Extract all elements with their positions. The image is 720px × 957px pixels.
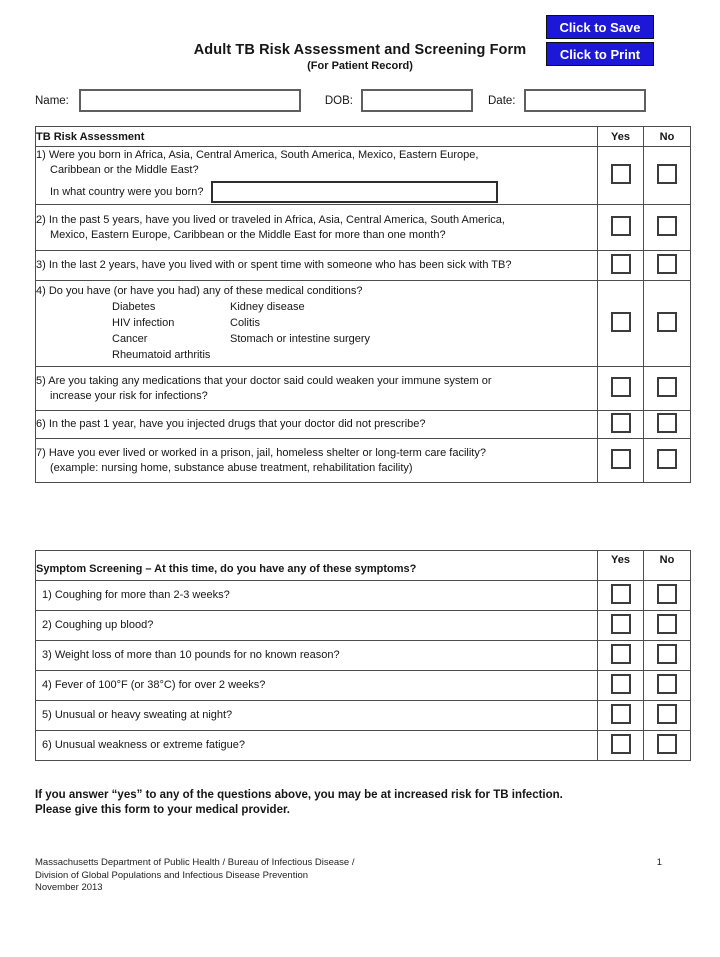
condition-item bbox=[230, 347, 597, 363]
country-prompt: In what country were you born? bbox=[50, 185, 204, 198]
question-line: 5) Are you taking any medications that your doctor said could weaken your immune system or bbox=[36, 374, 492, 387]
print-button[interactable]: Click to Print bbox=[546, 42, 654, 66]
risk-table bbox=[35, 126, 691, 483]
risk-q2-yes-checkbox[interactable] bbox=[611, 216, 631, 236]
country-question-line bbox=[36, 181, 597, 203]
risk-question-3-row bbox=[36, 251, 691, 281]
risk-question-5-row bbox=[36, 367, 691, 411]
risk-question-3-text bbox=[36, 251, 598, 281]
save-button[interactable]: Click to Save bbox=[546, 15, 654, 39]
risk-question-2-row bbox=[36, 205, 691, 251]
question-line: 3) In the last 2 years, have you lived with or spent time with someone who has been sick with TB? bbox=[36, 259, 512, 271]
symptom-q6-no-checkbox[interactable] bbox=[657, 734, 677, 754]
symptom-q2-yes-checkbox[interactable] bbox=[611, 614, 631, 634]
symptom-question-5-row bbox=[36, 701, 691, 731]
risk-question-5-text bbox=[36, 367, 598, 411]
question-line: 4) Do you have (or have you had) any of these medical conditions? bbox=[36, 285, 363, 297]
patient-info-row bbox=[35, 89, 690, 112]
symptom-question-6-text: 6) Unusual weakness or extreme fatigue? bbox=[36, 731, 598, 761]
question-line: Caribbean or the Middle East? bbox=[50, 164, 199, 176]
risk-question-1-text bbox=[36, 147, 598, 205]
medical-conditions-list bbox=[112, 299, 597, 363]
condition-item: Stomach or intestine surgery bbox=[230, 333, 371, 345]
footer bbox=[35, 857, 690, 895]
footer-org-block bbox=[35, 857, 354, 895]
name-label: Name: bbox=[35, 94, 69, 107]
condition-item: Rheumatoid arthritis bbox=[112, 349, 211, 361]
question-line: 1) Were you born in Africa, Asia, Central America, South America, Mexico, Eastern Europe, bbox=[36, 149, 479, 161]
risk-table-header-row bbox=[36, 127, 691, 147]
name-input[interactable] bbox=[79, 89, 301, 112]
date-input[interactable] bbox=[524, 89, 646, 112]
condition-item: Diabetes bbox=[112, 301, 156, 313]
risk-q7-yes-checkbox[interactable] bbox=[611, 449, 631, 469]
risk-no-column-header: No bbox=[644, 127, 691, 147]
closing-note bbox=[35, 788, 685, 818]
symptom-yes-column-header: Yes bbox=[598, 551, 644, 581]
risk-q5-no-checkbox[interactable] bbox=[657, 377, 677, 397]
action-buttons bbox=[546, 15, 654, 66]
question-line: 7) Have you ever lived or worked in a prison, jail, homeless shelter or long-term care facility? bbox=[36, 446, 486, 459]
symptom-table bbox=[35, 550, 691, 761]
symptom-table-title: Symptom Screening – At this time, do you have any of these symptoms? bbox=[36, 551, 598, 581]
risk-question-7-row bbox=[36, 439, 691, 483]
symptom-q4-yes-checkbox[interactable] bbox=[611, 674, 631, 694]
condition-item: HIV infection bbox=[112, 317, 175, 329]
date-label: Date: bbox=[488, 94, 516, 107]
symptom-question-1-row bbox=[36, 581, 691, 611]
symptom-question-5-text: 5) Unusual or heavy sweating at night? bbox=[36, 701, 598, 731]
question-line: increase your risk for infections? bbox=[50, 389, 208, 402]
risk-yes-column-header: Yes bbox=[598, 127, 644, 147]
symptom-q1-no-checkbox[interactable] bbox=[657, 584, 677, 604]
risk-question-7-text bbox=[36, 439, 598, 483]
risk-q7-no-checkbox[interactable] bbox=[657, 449, 677, 469]
risk-q6-no-checkbox[interactable] bbox=[657, 413, 677, 433]
symptom-table-header-row bbox=[36, 551, 691, 581]
symptom-question-2-text: 2) Coughing up blood? bbox=[36, 611, 598, 641]
risk-question-4-text bbox=[36, 281, 598, 367]
risk-q4-no-checkbox[interactable] bbox=[657, 312, 677, 332]
risk-q3-no-checkbox[interactable] bbox=[657, 254, 677, 274]
symptom-q4-no-checkbox[interactable] bbox=[657, 674, 677, 694]
risk-q4-yes-checkbox[interactable] bbox=[611, 312, 631, 332]
risk-q1-yes-checkbox[interactable] bbox=[611, 164, 631, 184]
symptom-question-2-row bbox=[36, 611, 691, 641]
symptom-question-4-text: 4) Fever of 100°F (or 38°C) for over 2 weeks? bbox=[36, 671, 598, 701]
closing-line: If you answer “yes” to any of the questions above, you may be at increased risk for TB infection. bbox=[35, 789, 563, 801]
symptom-question-4-row bbox=[36, 671, 691, 701]
risk-q3-yes-checkbox[interactable] bbox=[611, 254, 631, 274]
symptom-q2-no-checkbox[interactable] bbox=[657, 614, 677, 634]
symptom-question-3-text: 3) Weight loss of more than 10 pounds for no known reason? bbox=[36, 641, 598, 671]
closing-line: Please give this form to your medical provider. bbox=[35, 804, 290, 816]
risk-question-2-text bbox=[36, 205, 598, 251]
dob-input[interactable] bbox=[361, 89, 473, 112]
condition-item: Kidney disease bbox=[230, 301, 305, 313]
footer-org-line2: Division of Global Populations and Infectious Disease Prevention bbox=[35, 869, 309, 881]
footer-date-line: November 2013 bbox=[35, 882, 103, 893]
risk-q1-no-checkbox[interactable] bbox=[657, 164, 677, 184]
symptom-q5-yes-checkbox[interactable] bbox=[611, 704, 631, 724]
risk-question-6-text bbox=[36, 411, 598, 439]
country-input[interactable] bbox=[211, 181, 498, 203]
risk-q2-no-checkbox[interactable] bbox=[657, 216, 677, 236]
symptom-q1-yes-checkbox[interactable] bbox=[611, 584, 631, 604]
symptom-question-1-text: 1) Coughing for more than 2-3 weeks? bbox=[36, 581, 598, 611]
symptom-q6-yes-checkbox[interactable] bbox=[611, 734, 631, 754]
question-line: 2) In the past 5 years, have you lived or traveled in Africa, Asia, Central America, South America, bbox=[36, 213, 505, 226]
condition-item: Cancer bbox=[112, 333, 148, 345]
symptom-question-3-row bbox=[36, 641, 691, 671]
risk-question-1-row bbox=[36, 147, 691, 205]
risk-table-title: TB Risk Assessment bbox=[36, 127, 598, 147]
symptom-no-column-header: No bbox=[644, 551, 691, 581]
symptom-q5-no-checkbox[interactable] bbox=[657, 704, 677, 724]
risk-q5-yes-checkbox[interactable] bbox=[611, 377, 631, 397]
question-line: (example: nursing home, substance abuse treatment, rehabilitation facility) bbox=[50, 461, 413, 474]
footer-org-line1: Massachusetts Department of Public Health / Bureau of Infectious Disease / bbox=[35, 857, 355, 868]
question-line: 6) In the past 1 year, have you injected drugs that your doctor did not prescribe? bbox=[36, 418, 426, 430]
page-number: 1 bbox=[656, 857, 662, 868]
risk-q6-yes-checkbox[interactable] bbox=[611, 413, 631, 433]
form-title: Adult TB Risk Assessment and Screening Form bbox=[193, 42, 527, 58]
dob-label: DOB: bbox=[324, 94, 353, 107]
symptom-question-6-row bbox=[36, 731, 691, 761]
symptom-q3-no-checkbox[interactable] bbox=[657, 644, 677, 664]
symptom-q3-yes-checkbox[interactable] bbox=[611, 644, 631, 664]
risk-question-6-row bbox=[36, 411, 691, 439]
form-subtitle: (For Patient Record) bbox=[307, 60, 413, 72]
risk-question-4-row bbox=[36, 281, 691, 367]
question-line: Mexico, Eastern Europe, Caribbean or the Middle East for more than one month? bbox=[50, 228, 446, 241]
condition-item: Colitis bbox=[230, 317, 260, 329]
